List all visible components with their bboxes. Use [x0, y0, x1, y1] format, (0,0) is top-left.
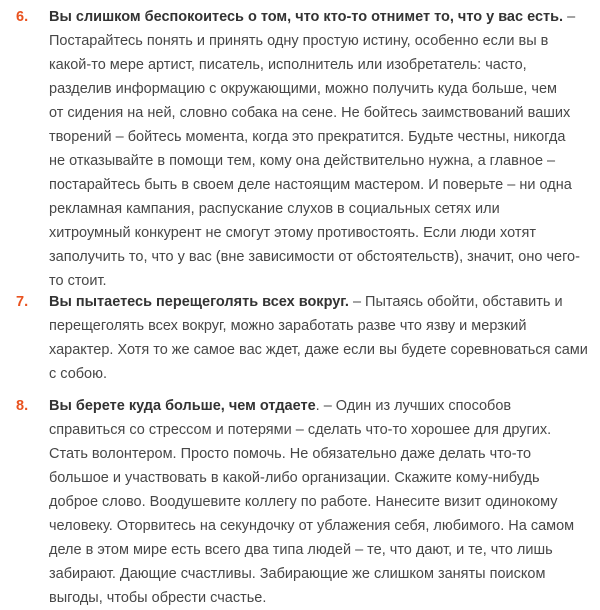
text-line: Постарайтесь понять и принять одну простую истину, особенно если вы в: [49, 33, 549, 49]
item-lead: Вы берете куда больше, чем отдаете: [49, 398, 316, 414]
text-line: разделив информацию с окружающими, можно получить куда больше, чем: [49, 81, 558, 97]
item-number: 7.: [16, 294, 29, 310]
text-line: [49, 394, 594, 418]
text-line: постарайтесь быть в своем деле настоящим мастером. И поверьте – ни одна: [49, 177, 572, 193]
text-line: от сидения на ней, словно собака на сене. Не бойтесь заимствований ваших: [49, 105, 571, 121]
text-line: деле в этом мире есть всего два типа людей – те, что дают, и те, что лишь: [49, 542, 553, 558]
text-line: перещеголять всех вокруг, можно заработать разве что язву и мерзкий: [49, 318, 527, 334]
text-line: человеку. Оторвитесь на секундочку от ублажения себя, любимого. На самом: [49, 518, 575, 534]
text-fragment: – Пытаясь обойти, обставить и: [348, 294, 563, 310]
item-text: [49, 290, 594, 386]
item-text: [49, 394, 594, 610]
text-line: доброе слово. Воодушевите коллегу по работе. Нанесите визит одинокому: [49, 494, 558, 510]
text-line: с собою.: [49, 366, 108, 382]
text-line: справиться со стрессом и потерями – сделать что-то хорошее для других.: [49, 422, 552, 438]
text-line: [49, 290, 594, 314]
text-line: [49, 5, 594, 29]
text-line: забирают. Дающие счастливы. Забирающие же слишком заняты поиском: [49, 566, 546, 582]
text-line: хитроумный конкурент не смогут этому противостоять. Если люди хотят: [49, 225, 536, 241]
text-line: Стать волонтером. Просто помочь. Не обязательно даже делать что-то: [49, 446, 532, 462]
text-fragment: . – Один из лучших способов: [315, 398, 512, 414]
text-line: какой-то мере артист, писатель, исполнитель или изобретатель: часто,: [49, 57, 527, 73]
text-line: заполучить то, что у вас (вне зависимости от обстоятельств), значит, оно чего-: [49, 249, 580, 265]
text-line: то стоит.: [49, 273, 107, 289]
item-number: 6.: [16, 9, 29, 25]
text-line: не отказывайте в помощи тем, кому она действительно нужна, а главное –: [49, 153, 556, 169]
item-lead: Вы слишком беспокоитесь о том, что кто-то отнимет то, что у вас есть.: [49, 9, 564, 25]
item-text: [49, 5, 594, 293]
item-number: 8.: [16, 398, 29, 414]
text-line: творений – бойтесь момента, когда это прекратится. Будьте честны, никогда: [49, 129, 566, 145]
text-line: характер. Хотя то же самое вас ждет, даже если вы будете соревноваться сами: [49, 342, 588, 358]
text-line: рекламная кампания, распускание слухов в социальных сетях или: [49, 201, 500, 217]
text-fragment: –: [563, 9, 576, 25]
text-line: выгоды, чтобы обрести счастье.: [49, 590, 267, 606]
text-line: большое и участвовать в какой-либо организации. Скажите кому-нибудь: [49, 470, 540, 486]
item-lead: Вы пытаетесь перещеголять всех вокруг.: [49, 294, 349, 310]
